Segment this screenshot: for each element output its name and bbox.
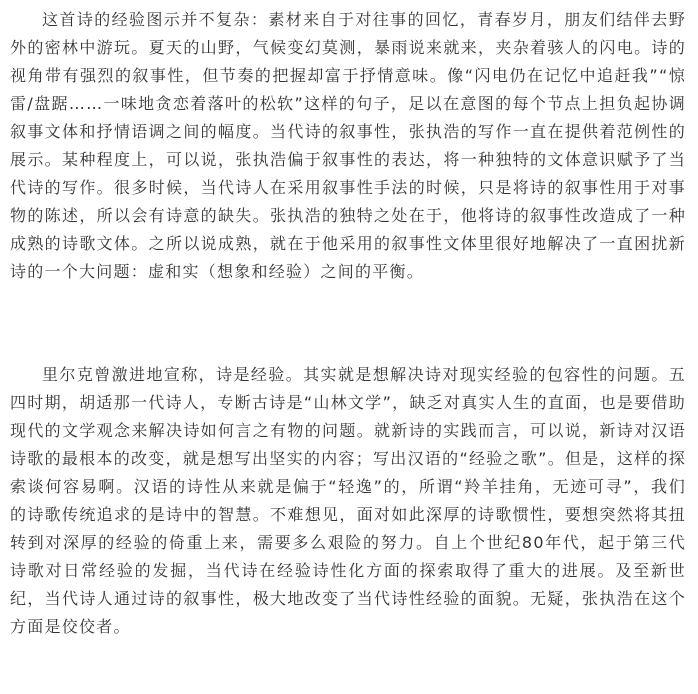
article-paragraph-1: 这首诗的经验图示并不复杂：素材来自于对往事的回忆，青春岁月，朋友们结伴去野外的密林中游玩。夏天的山野，气候变幻莫测，暴雨说来就来，夹杂着骇人的闪电。诗的视角带有强烈的叙事性，但节奏的把握却富于抒情意味。像“闪电仍在记忆中追赶我”“惊雷/盘踞……一味地贪恋着落叶的松软”这样的句子，足以在意图的每个节点上担负起协调叙事文体和抒情语调之间的幅度。当代诗的叙事性，张执浩的写作一直在提供着范例性的展示。某种程度上，可以说，张执浩偏于叙事性的表达，将一种独特的文体意识赋予了当代诗的写作。很多时候，当代诗人在采用叙事性手法的时候，只是将诗的叙事性用于对事物的陈述，所以会有诗意的缺失。张执浩的独特之处在于，他将诗的叙事性改造成了一种成熟的诗歌文体。之所以说成熟，就在于他采用的叙事性文体里很好地解决了一直困扰新诗的一个大问题：虚和实（想象和经验）之间的平衡。: [10, 10, 686, 281]
article-paragraph-2: 里尔克曾激进地宣称，诗是经验。其实就是想解决诗对现实经验的包容性的问题。五四时期，胡适那一代诗人，专断古诗是“山林文学”，缺乏对真实人生的直面，也是要借助现代的文学观念来解决诗如何言之有物的问题。就新诗的实践而言，可以说，新诗对汉语诗歌的最根本的改变，就是想写出坚实的内容；写出汉语的“经验之歌”。但是，这样的探索谈何容易啊。汉语的诗性从来就是偏于“轻逸”的，所谓“羚羊挂角，无迹可寻”，我们的诗歌传统追求的是诗中的智慧。不难想见，面对如此深厚的诗歌惯性，要想突然将其扭转到对深厚的经验的倚重上来，需要多么艰险的努力。自上个世纪80年代，起于第三代诗歌对日常经验的发掘，当代诗在经验诗性化方面的探索取得了重大的进展。及至新世纪，当代诗人通过诗的叙事性，极大地改变了当代诗性经验的面貌。无疑，张执浩在这个方面是佼佼者。: [10, 365, 686, 636]
